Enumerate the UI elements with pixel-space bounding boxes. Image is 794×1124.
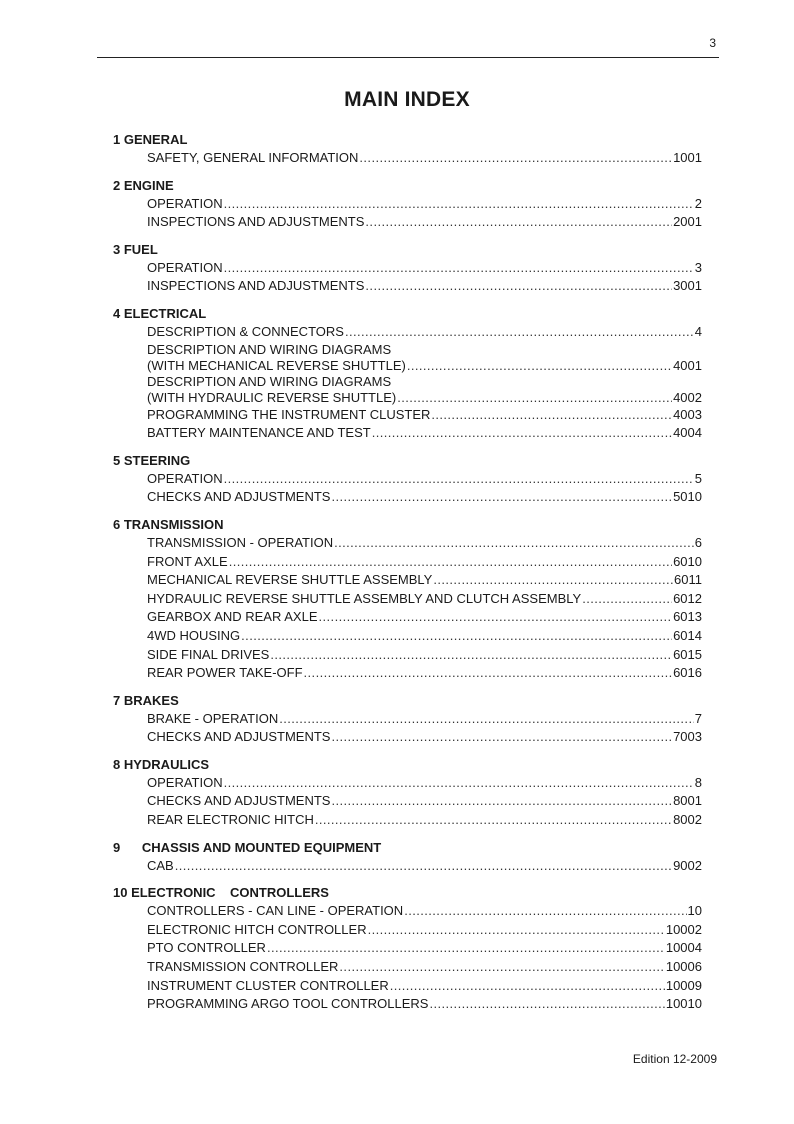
entry-label: PROGRAMMING ARGO TOOL CONTROLLERS (147, 996, 429, 1012)
dot-leader (431, 406, 672, 425)
entry-page-number: 6010 (673, 553, 702, 569)
entry-label: OPERATION (147, 774, 223, 790)
entry-label: CHECKS AND ADJUSTMENTS (147, 729, 331, 745)
index-entry[interactable] (147, 958, 702, 977)
entry-label: 4WD HOUSING (147, 627, 241, 643)
index-entry[interactable] (147, 995, 702, 1014)
entry-label: CHECKS AND ADJUSTMENTS (147, 489, 331, 505)
index-entry[interactable] (147, 488, 702, 507)
dot-leader (270, 646, 672, 665)
section-heading[interactable]: 9 CHASSIS AND MOUNTED EQUIPMENT (113, 839, 382, 855)
index-entry[interactable] (147, 728, 702, 747)
header-rule (97, 57, 719, 58)
entry-page-number: 4004 (673, 425, 702, 441)
entry-label: MECHANICAL REVERSE SHUTTLE ASSEMBLY (147, 572, 433, 588)
index-entry[interactable] (147, 424, 702, 443)
index-entry[interactable] (147, 571, 702, 590)
entry-page-number: 8002 (673, 812, 702, 828)
index-section (113, 305, 702, 443)
dot-leader (304, 664, 673, 683)
section-heading[interactable]: 6 TRANSMISSION (113, 516, 224, 532)
page-title: MAIN INDEX (344, 88, 470, 111)
entry-label: INSPECTIONS AND ADJUSTMENTS (147, 214, 365, 230)
dot-leader (407, 358, 672, 374)
entry-page-number: 3001 (673, 278, 702, 294)
index-entry[interactable] (147, 664, 702, 683)
index-section (113, 692, 702, 747)
entry-label: TRANSMISSION CONTROLLER (147, 959, 339, 975)
entry-label: PROGRAMMING THE INSTRUMENT CLUSTER (147, 406, 431, 422)
index-section (113, 756, 702, 830)
entry-page-number: 3 (694, 259, 702, 275)
entry-page-number: 10010 (665, 996, 702, 1012)
dot-leader (339, 958, 664, 977)
entry-label: PTO CONTROLLER (147, 940, 266, 956)
index-entry[interactable] (147, 213, 702, 232)
entry-label: OPERATION (147, 259, 223, 275)
entry-label: REAR ELECTRONIC HITCH (147, 812, 314, 828)
dot-leader (315, 811, 672, 830)
index-entry[interactable] (147, 534, 702, 553)
entry-page-number: 10002 (665, 921, 702, 937)
dot-leader (345, 323, 694, 342)
dot-leader (359, 149, 672, 168)
index-entry[interactable] (147, 774, 702, 793)
dot-leader (429, 995, 664, 1014)
entry-page-number: 6 (694, 534, 702, 550)
entry-label: CONTROLLERS - CAN LINE - OPERATION (147, 903, 404, 919)
section-heading[interactable]: 2 ENGINE (113, 177, 174, 193)
index-section (113, 131, 702, 168)
entry-page-number: 10006 (665, 959, 702, 975)
index-entry[interactable] (147, 342, 702, 374)
entry-label: DESCRIPTION AND WIRING DIAGRAMS (WITH HYDRAULIC REVERSE SHUTTLE) (147, 373, 397, 405)
section-heading[interactable]: 7 BRAKES (113, 692, 179, 708)
entry-label: FRONT AXLE (147, 553, 228, 569)
entry-label: CAB (147, 857, 174, 873)
entry-label: DESCRIPTION AND WIRING DIAGRAMS (WITH MECHANICAL REVERSE SHUTTLE) (147, 341, 406, 373)
entry-label: OPERATION (147, 470, 223, 486)
entry-page-number: 8001 (673, 793, 702, 809)
dot-leader (404, 902, 686, 921)
index-entry[interactable] (147, 323, 702, 342)
dot-leader (433, 571, 673, 590)
section-heading[interactable]: 4 ELECTRICAL (113, 305, 207, 321)
index-section (113, 839, 702, 876)
dot-leader (331, 792, 672, 811)
dot-leader (331, 728, 672, 747)
index-entry[interactable] (147, 195, 702, 214)
index-entry[interactable] (147, 939, 702, 958)
index-entry[interactable] (147, 590, 702, 609)
entry-page-number: 8 (694, 774, 702, 790)
entry-page-number: 6016 (673, 665, 702, 681)
index-entry[interactable] (147, 406, 702, 425)
index-section (113, 452, 702, 507)
index-entry[interactable] (147, 921, 702, 940)
index-entry[interactable] (147, 259, 702, 278)
entry-page-number: 1001 (673, 150, 702, 165)
dot-leader (365, 213, 672, 232)
index-entry[interactable] (147, 470, 702, 489)
index-entry[interactable] (147, 277, 702, 296)
index-entry[interactable] (147, 374, 702, 406)
dot-leader (319, 608, 673, 627)
entry-label: REAR POWER TAKE-OFF (147, 665, 303, 681)
dot-leader (224, 259, 694, 278)
entry-label: SIDE FINAL DRIVES (147, 646, 270, 662)
dot-leader (267, 939, 665, 958)
entry-page-number: 4003 (673, 406, 702, 422)
entry-page-number: 6015 (673, 646, 702, 662)
dot-leader (582, 590, 672, 609)
entry-page-number: 7003 (673, 729, 702, 745)
entry-page-number: 6011 (674, 572, 702, 588)
dot-leader (175, 857, 672, 876)
index-section (113, 177, 702, 232)
entry-label: SAFETY, GENERAL INFORMATION (147, 150, 359, 165)
entry-label: HYDRAULIC REVERSE SHUTTLE ASSEMBLY AND CLUTCH ASSEMBLY (147, 590, 582, 606)
index-entry[interactable] (147, 977, 702, 996)
entry-label: ELECTRONIC HITCH CONTROLLER (147, 921, 367, 937)
entry-label: DESCRIPTION & CONNECTORS (147, 323, 344, 339)
entry-page-number: 4002 (673, 389, 702, 405)
entry-page-number: 10 (687, 903, 702, 919)
entry-label: CHECKS AND ADJUSTMENTS (147, 793, 331, 809)
index-entry[interactable] (147, 608, 702, 627)
dot-leader (390, 977, 665, 996)
section-heading[interactable]: 5 STEERING (113, 452, 191, 468)
index-list (113, 131, 702, 1023)
entry-label: GEARBOX AND REAR AXLE (147, 609, 318, 625)
index-section (113, 241, 702, 296)
entry-label: BATTERY MAINTENANCE AND TEST (147, 425, 371, 441)
index-section (113, 516, 702, 683)
dot-leader (241, 627, 672, 646)
entry-page-number: 4 (694, 323, 702, 339)
entry-page-number: 6014 (673, 627, 702, 643)
entry-page-number: 5 (694, 470, 702, 486)
section-heading[interactable]: 8 HYDRAULICS (113, 756, 210, 772)
dot-leader (224, 195, 694, 214)
entry-label: INSPECTIONS AND ADJUSTMENTS (147, 278, 365, 294)
page-number: 3 (709, 36, 716, 50)
entry-page-number: 2001 (673, 214, 702, 230)
index-entry[interactable] (147, 792, 702, 811)
entry-page-number: 2 (694, 195, 702, 211)
index-section (113, 884, 702, 1014)
entry-label: OPERATION (147, 195, 223, 211)
entry-page-number: 9002 (673, 857, 702, 873)
edition-label: Edition 12-2009 (632, 1052, 717, 1066)
index-entry[interactable] (147, 553, 702, 572)
entry-page-number: 10009 (665, 977, 702, 993)
entry-label: BRAKE - OPERATION (147, 710, 279, 726)
index-entry[interactable] (147, 627, 702, 646)
index-entry[interactable] (147, 902, 702, 921)
dot-leader (397, 390, 672, 406)
entry-label: INSTRUMENT CLUSTER CONTROLLER (147, 977, 389, 993)
entry-label: TRANSMISSION - OPERATION (147, 534, 334, 550)
entry-page-number: 6012 (673, 590, 702, 606)
dot-leader (229, 553, 672, 572)
index-entry[interactable] (147, 710, 702, 729)
dot-leader (279, 710, 694, 729)
index-entry[interactable] (147, 811, 702, 830)
dot-leader (224, 774, 694, 793)
index-entry[interactable] (147, 857, 702, 876)
dot-leader (331, 488, 672, 507)
entry-page-number: 10004 (665, 940, 702, 956)
section-heading[interactable]: 1 GENERAL (113, 132, 188, 147)
section-heading[interactable]: 3 FUEL (113, 241, 158, 257)
dot-leader (224, 470, 694, 489)
index-entry[interactable] (147, 149, 702, 168)
entry-page-number: 4001 (673, 357, 702, 373)
entry-page-number: 7 (694, 710, 702, 726)
dot-leader (368, 921, 665, 940)
dot-leader (334, 534, 694, 553)
index-entry[interactable] (147, 646, 702, 665)
dot-leader (372, 424, 672, 443)
entry-page-number: 5010 (673, 489, 702, 505)
dot-leader (365, 277, 672, 296)
section-heading[interactable]: 10 ELECTRONIC CONTROLLERS (113, 885, 329, 901)
entry-page-number: 6013 (673, 609, 702, 625)
